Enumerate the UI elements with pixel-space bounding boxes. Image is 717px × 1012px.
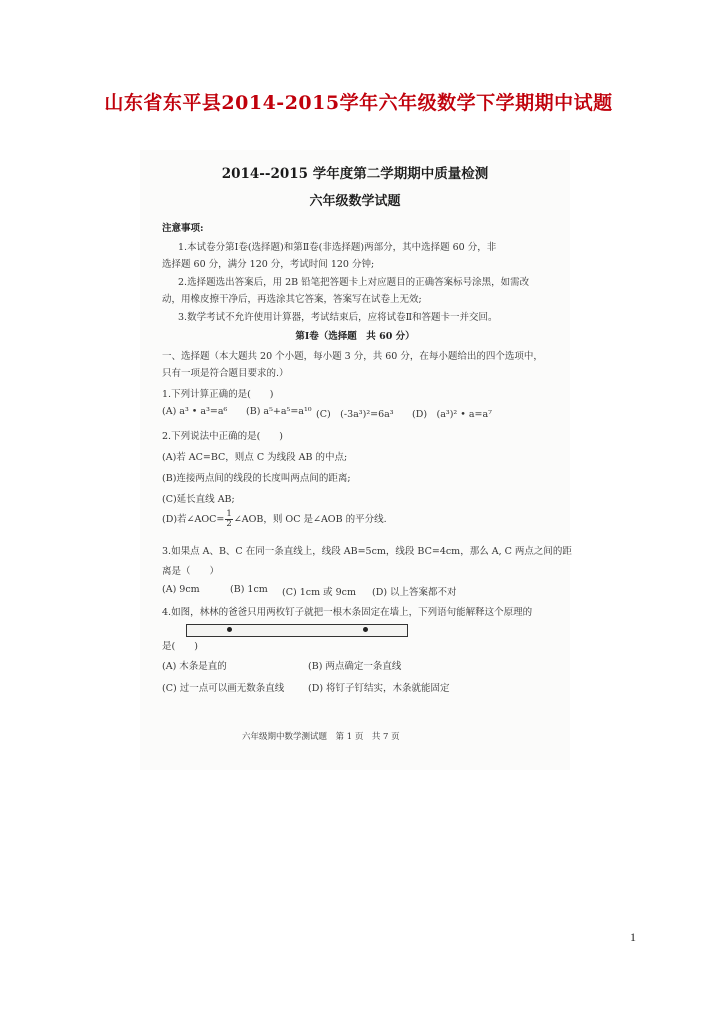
section-1-heading: 第Ⅰ卷（选择题 共 60 分） bbox=[295, 331, 415, 342]
q4-option-d: (D) 将钉子钉结实，木条就能固定 bbox=[308, 683, 450, 694]
q1-option-c: (C) (-3a³)²=6a³ bbox=[316, 409, 394, 420]
document-title: 山东省东平县2014-2015学年六年级数学下学期期中试题 bbox=[104, 92, 613, 114]
q4-option-a: (A) 木条是直的 bbox=[162, 661, 227, 672]
notice-2b: 动，用橡皮擦干净后，再选涂其它答案，答案写在试卷上无效; bbox=[162, 294, 422, 305]
q4-stem-a: 4.如图，林林的爸爸只用两枚钉子就把一根木条固定在墙上，下列语句能解释这个原理的 bbox=[162, 607, 533, 618]
q3-stem-a: 3.如果点 A、B、C 在同一条直线上，线段 AB=5cm，线段 BC=4cm，那么 A, C 两点之间的距 bbox=[162, 546, 572, 557]
q2-option-d-suffix: ∠AOB，则 OC 是∠AOB 的平分线. bbox=[233, 514, 387, 525]
q3-option-d: (D) 以上答案都不对 bbox=[372, 587, 457, 598]
nail-icon bbox=[227, 627, 232, 632]
q1-option-d: (D) (a³)² • a=a⁷ bbox=[412, 409, 492, 420]
q1-stem: 1.下列计算正确的是( ) bbox=[162, 389, 274, 400]
nail-icon bbox=[363, 627, 368, 632]
q1-option-a: (A) a³ • a³=a⁶ bbox=[162, 406, 228, 417]
instructions-b: 只有一项是符合题目要求的.） bbox=[162, 368, 289, 379]
fraction-denominator: 2 bbox=[226, 519, 232, 529]
q1-option-b: (B) a⁵+a⁵=a¹⁰ bbox=[246, 406, 312, 417]
q2-option-d-prefix: (D)若∠AOC= bbox=[162, 514, 225, 525]
notice-heading: 注意事项: bbox=[162, 223, 204, 234]
q3-stem-b: 离是（ ） bbox=[162, 566, 220, 577]
q2-stem: 2.下列说法中正确的是( ) bbox=[162, 431, 283, 442]
notice-3: 3.数学考试不允许使用计算器，考试结束后，应将试卷Ⅱ和答题卡一并交回。 bbox=[178, 312, 498, 323]
q2-option-c: (C)延长直线 AB; bbox=[162, 494, 235, 505]
notice-1a: 1.本试卷分第Ⅰ卷(选择题)和第Ⅱ卷(非选择题)两部分，其中选择题 60 分，非 bbox=[178, 242, 497, 253]
notice-2a: 2.选择题选出答案后，用 2B 铅笔把答题卡上对应题目的正确答案标号涂黑，如需改 bbox=[178, 277, 530, 288]
fraction-numerator: 1 bbox=[226, 509, 232, 519]
wooden-strip-figure bbox=[186, 624, 408, 637]
q4-stem-b: 是( ) bbox=[162, 641, 198, 652]
q3-option-a: (A) 9cm bbox=[162, 584, 200, 595]
instructions-a: 一、选择题（本大题共 20 个小题，每小题 3 分，共 60 分，在每小题给出的四个选项中， bbox=[162, 351, 543, 362]
exam-page-footer: 六年级期中数学测试题 第 1 页 共 7 页 bbox=[242, 732, 400, 742]
q3-option-c: (C) 1cm 或 9cm bbox=[282, 587, 356, 598]
q2-option-d bbox=[162, 510, 387, 529]
q4-option-c: (C) 过一点可以画无数条直线 bbox=[162, 683, 285, 694]
fraction bbox=[225, 510, 232, 529]
subject-title: 六年级数学试题 bbox=[309, 194, 401, 209]
q3-option-b: (B) 1cm bbox=[230, 584, 268, 595]
q2-option-a: (A)若 AC=BC，则点 C 为线段 AB 的中点; bbox=[162, 452, 348, 463]
q2-option-b: (B)连接两点间的线段的长度叫两点间的距离; bbox=[162, 473, 351, 484]
page-number: 1 bbox=[630, 930, 636, 944]
exam-title: 2014--2015 学年度第二学期期中质量检测 bbox=[221, 166, 489, 182]
notice-1b: 选择题 60 分，满分 120 分，考试时间 120 分钟; bbox=[162, 259, 375, 270]
scanned-exam-page bbox=[140, 150, 570, 770]
q4-option-b: (B) 两点确定一条直线 bbox=[308, 661, 402, 672]
